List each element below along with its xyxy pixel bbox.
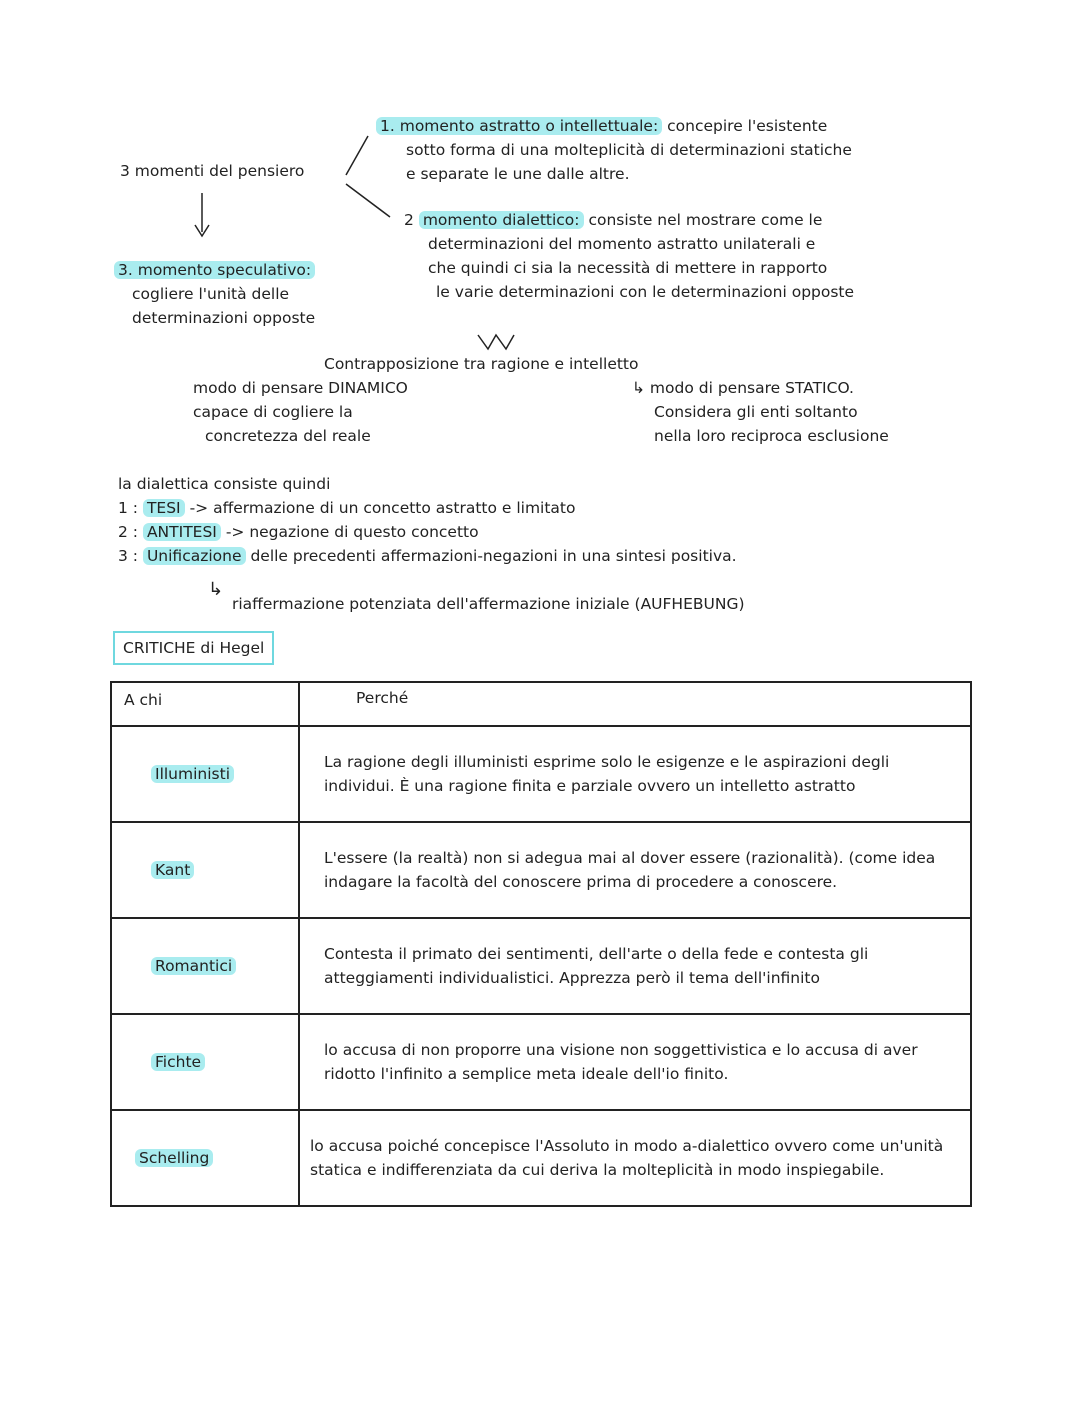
aufhebung-note: riaffermazione potenziata dell'affermazione iniziale (AUFHEBUNG) [232,595,745,613]
row-who: Romantici [151,957,236,975]
row-why: Contesta il primato dei sentimenti, dell'arte o della fede e contesta gli atteggiamenti individualistici. Apprezza però il tema dell'infinito [299,918,971,1014]
moment-1-text-3: e separate le une dalle altre. [406,165,630,183]
branch-line-down [346,184,390,217]
intellect-text-1: ↳ modo di pensare STATICO. [632,379,854,397]
intellect-text-2: Considera gli enti soltanto [654,403,858,421]
step-2-num: 2 : [118,523,139,541]
moment-2 [404,208,822,232]
branch-line-up [346,136,368,175]
moment-2-label: momento dialettico: [419,211,584,229]
aufhebung-arrow-icon: ↳ [208,579,224,600]
dialectic-step-2 [118,520,479,544]
step-1-text: -> affermazione di un concetto astratto e limitato [189,499,576,517]
moment-3-text-2: determinazioni opposte [132,309,316,327]
row-who-cell [111,822,299,918]
moment-3-text-1: cogliere l'unità delle [132,285,290,303]
table-row [111,726,971,822]
step-3-num: 3 : [118,547,139,565]
contrast-title: Contrapposizione tra ragione e intelletto [324,355,639,373]
reason-text-3: concretezza del reale [205,427,371,445]
row-why: lo accusa di non proporre una visione non soggettivistica e lo accusa di aver ridotto l'infinito a semplice meta ideale dell'io finito. [299,1014,971,1110]
moment-2-text-2: determinazioni del momento astratto unilaterali e [428,235,816,253]
moment-1-text-1: concepire l'esistente [667,117,828,135]
step-2-label: ANTITESI [143,523,221,541]
moment-1-label: 1. momento astratto o intellettuale: [376,117,662,135]
table-row [111,918,971,1014]
step-1-label: TESI [143,499,185,517]
dialectic-step-1 [118,496,576,520]
dialectic-intro: la dialettica consiste quindi [118,475,331,493]
step-2-text: -> negazione di questo concetto [225,523,479,541]
reason-text-2: capace di cogliere la [193,403,353,421]
table-row [111,1110,971,1206]
header-why: Perché [299,682,971,726]
moment-2-num: 2 [404,211,414,229]
row-who-cell [111,918,299,1014]
row-why: lo accusa poiché concepisce l'Assoluto in modo a-dialettico ovvero come un'unità statica e indifferenziata da cui deriva la molteplicità in modo inspiegabile. [299,1110,971,1206]
row-who: Fichte [151,1053,205,1071]
row-why: La ragione degli illuministi esprime solo le esigenze e le aspirazioni degli individui. È una ragione finita e parziale ovvero un intelletto astratto [299,726,971,822]
critiques-title: CRITICHE di Hegel [113,631,274,665]
row-why: L'essere (la realtà) non si adegua mai al dover essere (razionalità). (come idea indagare la facoltà del conoscere prima di procedere a conoscere. [299,822,971,918]
intellect-text-3: nella loro reciproca esclusione [654,427,889,445]
moment-2-text-3: che quindi ci sia la necessità di mettere in rapporto [428,259,828,277]
dialectic-step-3 [118,544,737,568]
double-down-arrow-icon [478,335,514,349]
moment-2-text-4: le varie determinazioni con le determinazioni opposte [436,283,855,301]
moment-1-text-2: sotto forma di una molteplicità di determinazioni statiche [406,141,852,159]
row-who-cell [111,726,299,822]
row-who-cell [111,1110,299,1206]
table-row [111,1014,971,1110]
moment-1 [376,114,827,138]
step-3-text: delle precedenti affermazioni-negazioni in una sintesi positiva. [250,547,737,565]
critiques-table [110,681,972,1207]
step-1-num: 1 : [118,499,139,517]
row-who: Schelling [135,1149,213,1167]
header-who: A chi [111,682,299,726]
step-3-label: Unificazione [143,547,246,565]
moment-2-text-1: consiste nel mostrare come le [588,211,823,229]
row-who: Kant [151,861,194,879]
table-row [111,822,971,918]
row-who: Illuministi [151,765,234,783]
moment-3 [114,258,315,282]
moment-3-label: 3. momento speculativo: [114,261,315,279]
moments-title: 3 momenti del pensiero [120,162,305,180]
row-who-cell [111,1014,299,1110]
reason-text-1: modo di pensare DINAMICO [193,379,408,397]
critiques-header-row [111,682,971,726]
